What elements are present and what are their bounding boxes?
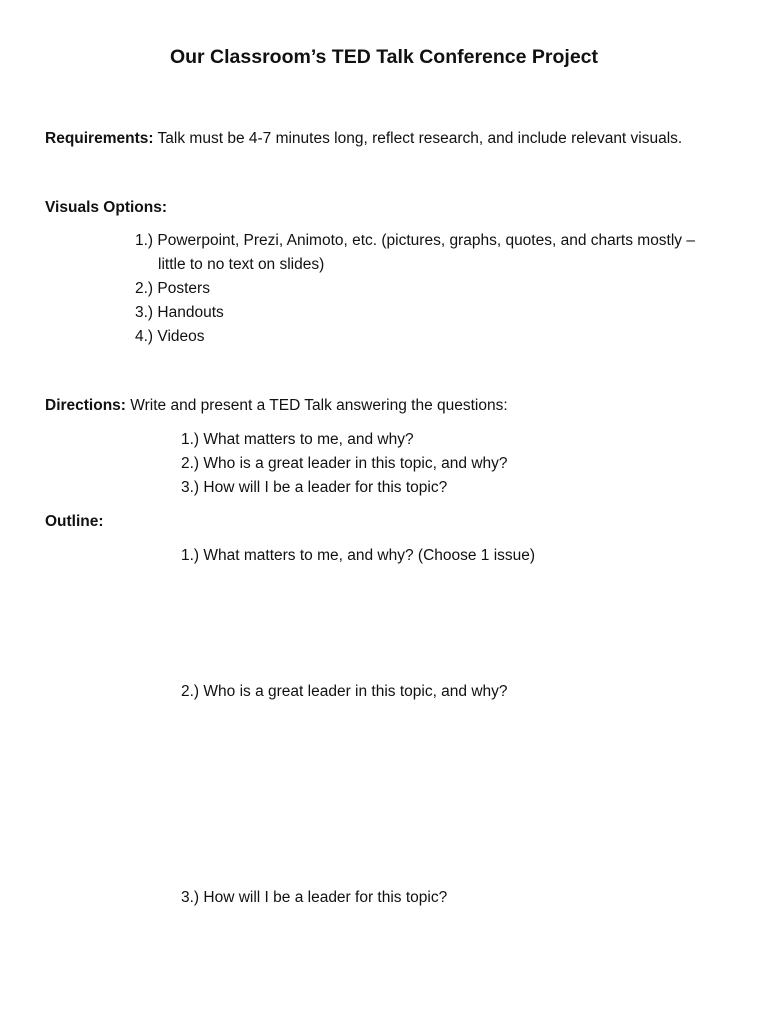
- directions-item-2: [181, 453, 508, 475]
- outline-item-3-text: How will I be a leader for this topic?: [199, 889, 448, 906]
- directions-item-1: [181, 429, 414, 451]
- visuals-item-1-continuation: little to no text on slides): [158, 256, 325, 273]
- outline-item-2-text: Who is a great leader in this topic, and why?: [199, 683, 508, 700]
- outline-item-2-number: 2.): [181, 683, 200, 700]
- visuals-item-4: [135, 326, 205, 348]
- outline-label: Outline:: [45, 513, 104, 530]
- outline-item-3-number: 3.): [181, 889, 200, 906]
- directions-item-2-number: 2.): [181, 455, 200, 472]
- visuals-options-label: Visuals Options:: [45, 199, 168, 216]
- visuals-item-4-text: Videos: [153, 328, 205, 345]
- visuals-item-4-number: 4.): [135, 328, 154, 345]
- directions-item-2-text: Who is a great leader in this topic, and why?: [199, 455, 508, 472]
- visuals-item-1-number: 1.): [135, 232, 154, 249]
- directions-line: [45, 395, 508, 417]
- directions-label: Directions:: [45, 397, 126, 414]
- visuals-item-3-number: 3.): [135, 304, 154, 321]
- directions-item-1-number: 1.): [181, 431, 200, 448]
- visuals-item-2-text: Posters: [153, 280, 210, 297]
- requirements-label: Requirements:: [45, 130, 154, 147]
- directions-item-3-text: How will I be a leader for this topic?: [199, 479, 448, 496]
- outline-item-3: [181, 887, 447, 909]
- visuals-item-3: [135, 302, 224, 324]
- directions-item-3-number: 3.): [181, 479, 200, 496]
- outline-item-1-number: 1.): [181, 547, 200, 564]
- visuals-item-2-number: 2.): [135, 280, 154, 297]
- directions-text: Write and present a TED Talk answering the questions:: [125, 397, 508, 414]
- outline-item-1-text: What matters to me, and why? (Choose 1 issue): [199, 547, 536, 564]
- requirements-line: [45, 128, 682, 150]
- requirements-text: Talk must be 4-7 minutes long, reflect research, and include relevant visuals.: [153, 130, 683, 147]
- directions-item-3: [181, 477, 447, 499]
- visuals-item-1: [135, 230, 695, 252]
- directions-item-1-text: What matters to me, and why?: [199, 431, 414, 448]
- visuals-item-2: [135, 278, 210, 300]
- visuals-item-1-text: Powerpoint, Prezi, Animoto, etc. (pictures, graphs, quotes, and charts mostly –: [153, 232, 695, 249]
- outline-item-1: [181, 545, 535, 567]
- page-title: Our Classroom’s TED Talk Conference Project: [169, 46, 599, 68]
- visuals-item-3-text: Handouts: [153, 304, 224, 321]
- outline-item-2: [181, 681, 508, 703]
